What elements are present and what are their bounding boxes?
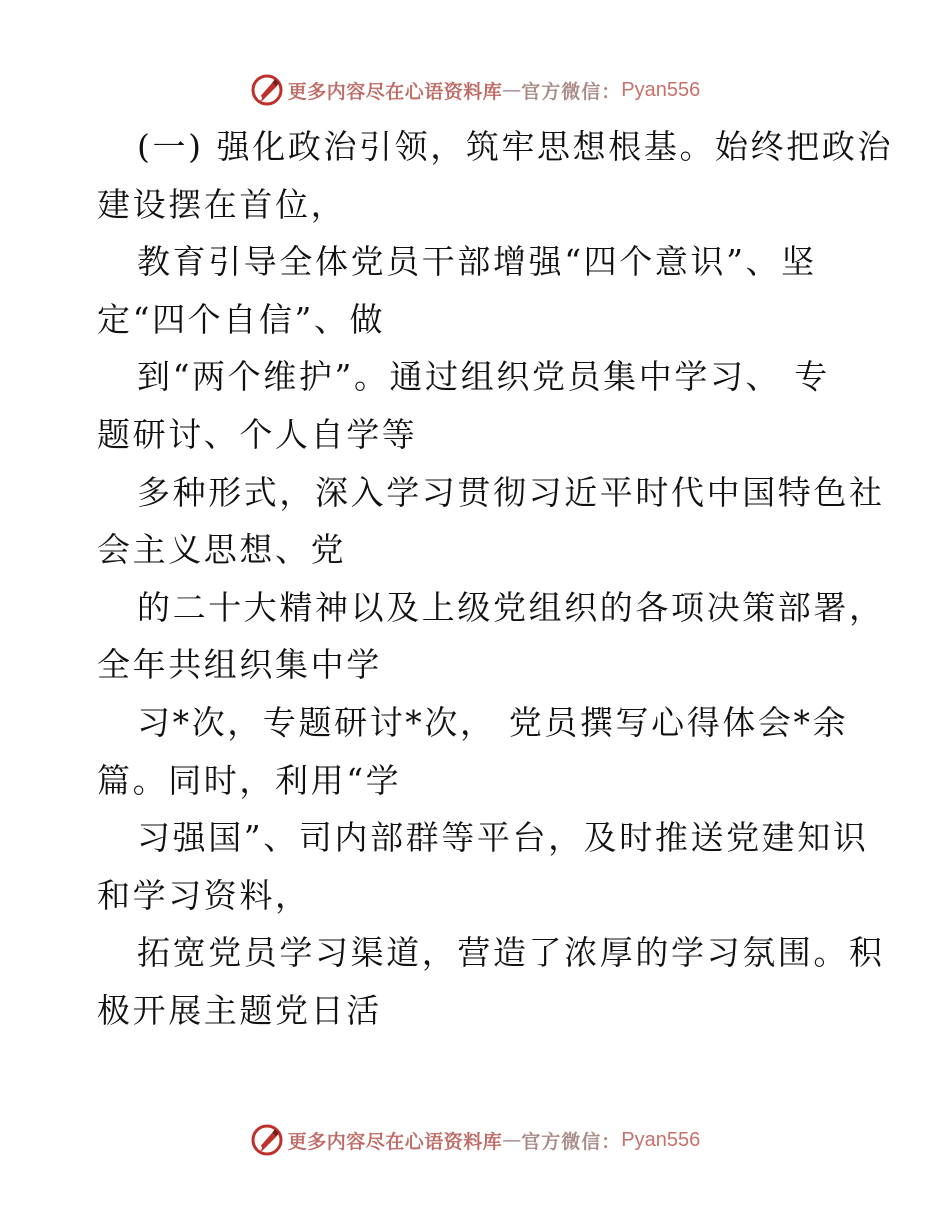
document-body (97, 118, 894, 1040)
body-line: 题研讨、个人自学等 (97, 414, 418, 454)
banner-dash: — (502, 1129, 522, 1151)
body-line: 会主义思想、党 (97, 530, 347, 570)
banner-wechat-label: 官方微信： (521, 1130, 622, 1153)
body-line: 到“两个维护”。通过组织党员集中学习、 专 (137, 357, 830, 397)
body-line: 建设摆在首位， (97, 184, 347, 224)
body-line: 全年共组织集中学 (97, 645, 382, 685)
body-line: 习*次，专题研讨*次， 党员撰写心得体会*余 (137, 702, 849, 742)
body-line: 篇。同时，利用“学 (97, 760, 402, 800)
body-line: 极开展主题党日活 (97, 990, 382, 1030)
banner-wechat-id: Pyan556 (621, 78, 701, 101)
header-watermark-banner (0, 70, 950, 110)
body-line: 多种形式，深入学习贯彻习近平时代中国特色社 (137, 472, 885, 512)
body-line: 习强国”、司内部群等平台，及时推送党建知识 (137, 818, 869, 858)
body-line: 定“四个自信”、做 (97, 299, 386, 339)
body-line: 拓宽党员学习渠道，营造了浓厚的学习氛围。积 (137, 933, 885, 973)
body-line: 教育引导全体党员干部增强“四个意识”、坚 (137, 242, 817, 282)
banner-wechat-label: 官方微信： (521, 80, 622, 103)
pen-logo-icon (250, 1123, 284, 1157)
banner-tagline: 更多内容尽在心语资料库 (287, 80, 503, 103)
banner-wechat-id: Pyan556 (621, 1128, 701, 1151)
body-line: (一) 强化政治引领，筑牢思想根基。始终把政治 (137, 127, 894, 166)
pen-logo-icon (250, 73, 284, 107)
banner-dash: — (502, 79, 522, 101)
body-line: 和学习资料， (97, 875, 311, 915)
banner-tagline: 更多内容尽在心语资料库 (287, 1130, 503, 1153)
body-line: 的二十大精神以及上级党组织的各项决策部署， (137, 587, 885, 627)
footer-watermark-banner (0, 1120, 950, 1160)
